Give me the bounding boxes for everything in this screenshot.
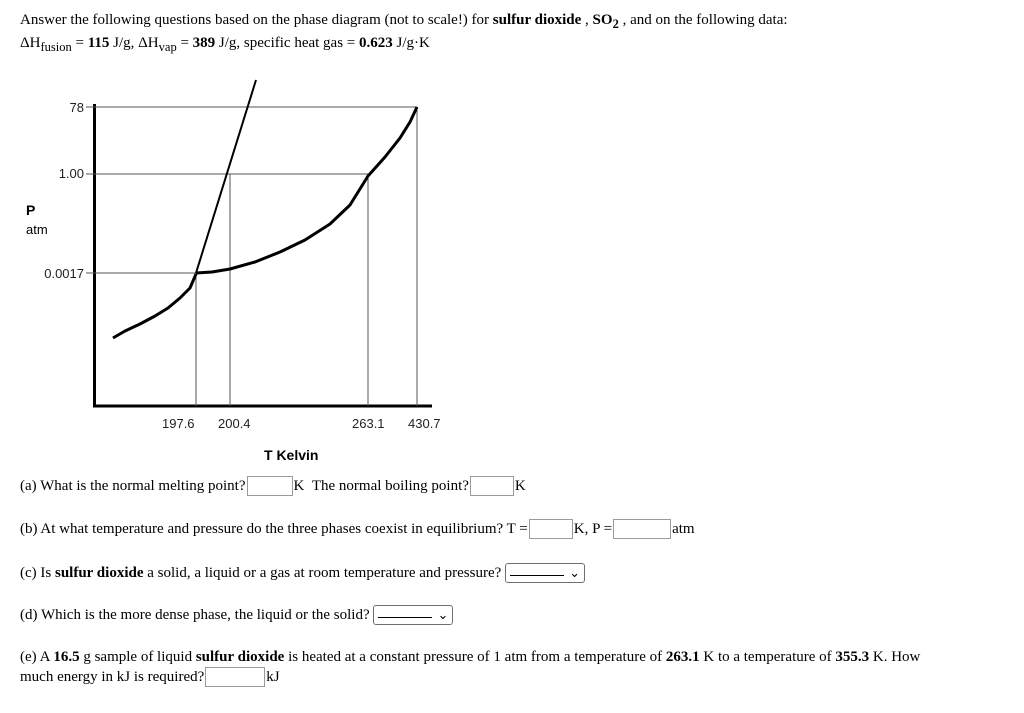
specific-heat-value: 0.623	[359, 35, 393, 51]
y-tick-label: 1.00	[58, 166, 84, 181]
question-d-text: (d) Which is the more dense phase, the liquid or the solid?	[20, 607, 370, 623]
energy-unit: kJ	[266, 669, 280, 685]
question-e	[20, 647, 920, 667]
boiling-point-question: The normal boiling point?	[311, 478, 469, 494]
x-tick-label: 263.1	[352, 416, 385, 431]
dh-vap-value: 389	[192, 35, 216, 51]
question-e-substance: sulfur dioxide	[195, 649, 285, 665]
energy-input[interactable]	[205, 667, 265, 687]
y-tick-label: 0.0017	[44, 266, 84, 281]
question-e-p5: K. How	[869, 649, 921, 665]
y-tick-label: 78	[69, 100, 84, 115]
question-c-substance: sulfur dioxide	[54, 565, 144, 581]
question-b-text: (b) At what temperature and pressure do the three phases coexist in equilibrium? T =	[20, 521, 528, 537]
chevron-down-icon: ⌄	[569, 564, 581, 580]
intro-sep: ,	[581, 12, 593, 28]
question-a	[20, 476, 526, 497]
formula-main: SO	[592, 12, 613, 28]
question-d	[20, 605, 453, 626]
triple-temp-input[interactable]	[529, 519, 573, 539]
melting-point-unit: K	[293, 478, 305, 494]
question-e-mass: 16.5	[53, 649, 80, 665]
dh-vap-eq: =	[176, 35, 193, 51]
dh-vap-sub: vap	[158, 40, 177, 54]
triple-pressure-unit: atm	[672, 521, 695, 537]
triple-pressure-input[interactable]	[613, 519, 671, 539]
question-e-p3: is heated at a constant pressure of 1 atm from a temperature of	[284, 649, 666, 665]
y-axis-label-p: P	[26, 202, 36, 218]
y-axis-label-atm: atm	[26, 222, 48, 237]
specific-heat-unit: J/g·K	[392, 35, 430, 51]
question-e-line2	[20, 667, 280, 688]
question-b	[20, 519, 695, 540]
phase-at-room-select[interactable]	[505, 563, 585, 583]
x-tick-label: 430.7	[408, 416, 441, 431]
dh-fusion-eq: =	[71, 35, 88, 51]
question-e-t1: 263.1	[665, 649, 700, 665]
question-c-suffix: a solid, a liquid or a gas at room temperature and pressure?	[143, 565, 502, 581]
question-c-prefix: (c) Is	[20, 565, 55, 581]
x-tick-label: 200.4	[218, 416, 251, 431]
select-blank	[510, 575, 564, 576]
dh-fusion-unit: J/g,	[109, 35, 139, 51]
formula-sub: 2	[612, 17, 619, 31]
question-e-t2: 355.3	[835, 649, 870, 665]
x-axis-label: T Kelvin	[264, 447, 319, 463]
melting-point-input[interactable]	[247, 476, 293, 496]
question-c	[20, 563, 585, 584]
boiling-point-unit: K	[514, 478, 526, 494]
x-tick-label: 197.6	[162, 416, 195, 431]
question-e-p4: K to a temperature of	[699, 649, 836, 665]
boiling-point-input[interactable]	[470, 476, 514, 496]
solid-gas-curve	[113, 274, 196, 338]
question-a-text: (a) What is the normal melting point?	[20, 478, 246, 494]
intro-suffix: , and on the following data:	[618, 12, 788, 28]
question-e-p2: g sample of liquid	[79, 649, 196, 665]
triple-temp-unit: K, P =	[573, 521, 613, 537]
dh-vap-unit: J/g, specific heat gas =	[215, 35, 360, 51]
dh-fusion-label: ΔH	[20, 35, 41, 51]
dh-fusion-sub: fusion	[40, 40, 72, 54]
chevron-down-icon: ⌄	[437, 606, 449, 622]
dh-fusion-value: 115	[87, 35, 110, 51]
intro-substance: sulfur dioxide	[492, 12, 582, 28]
question-e-p1: (e) A	[20, 649, 54, 665]
question-e-line2-text: much energy in kJ is required?	[20, 669, 205, 685]
solid-liquid-line	[196, 80, 256, 273]
intro-prefix: Answer the following questions based on the phase diagram (not to scale!) for	[20, 12, 493, 28]
denser-phase-select[interactable]	[373, 605, 453, 625]
dh-vap-label: ΔH	[138, 35, 159, 51]
select-blank	[378, 617, 432, 618]
liquid-gas-curve	[196, 107, 417, 273]
